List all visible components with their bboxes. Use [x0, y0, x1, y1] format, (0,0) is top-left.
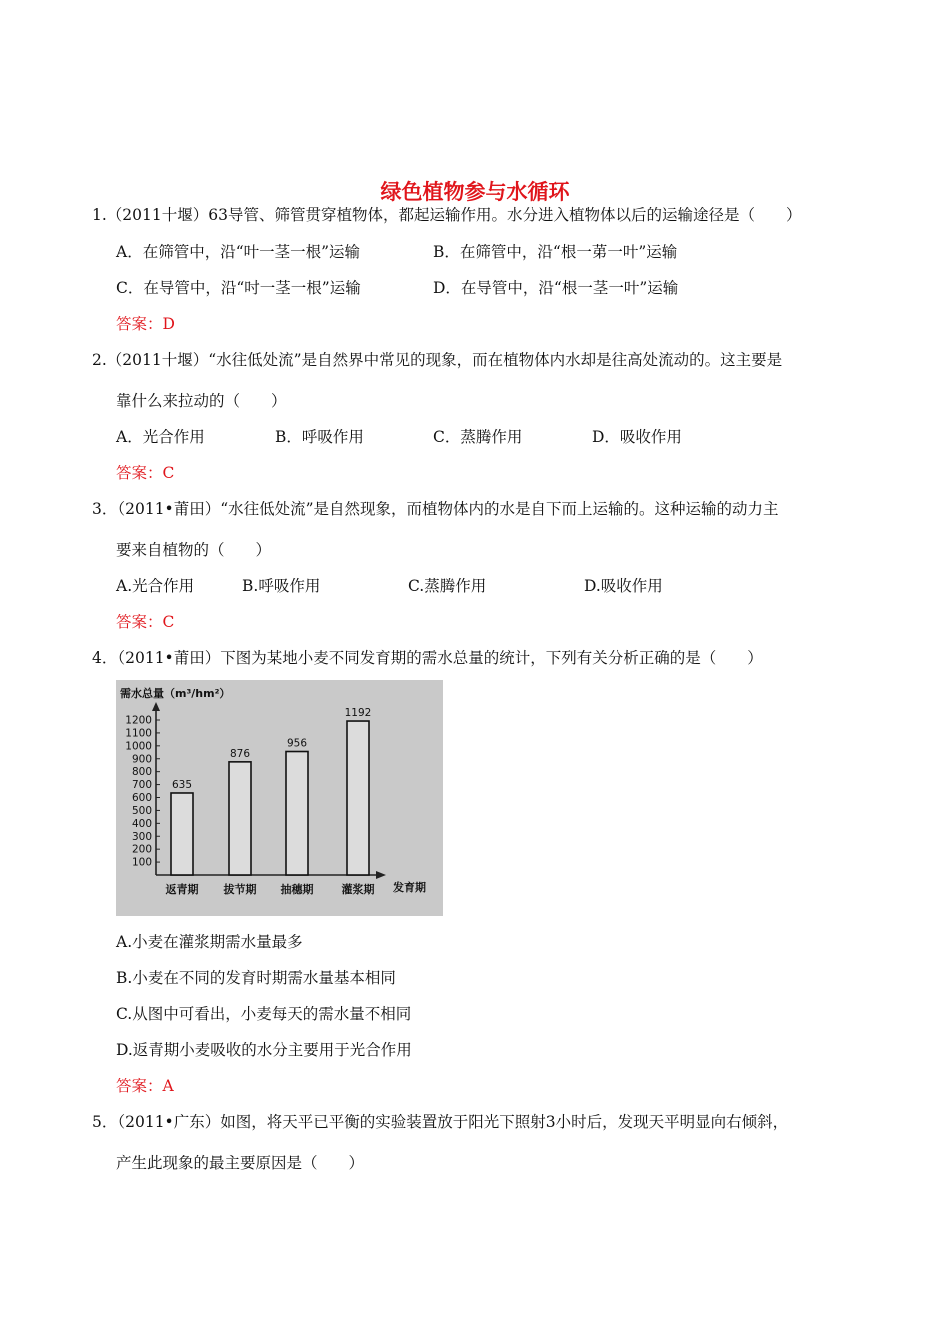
- y-tick-label: 1000: [125, 740, 152, 753]
- q4-option-b: B.小麦在不同的发育时期需水量基本相同: [116, 969, 396, 987]
- q2-option-a: A．光合作用: [116, 428, 205, 446]
- category-label: 灌浆期: [341, 883, 375, 896]
- y-tick-label: 1200: [125, 714, 152, 727]
- bar-value-label: 876: [229, 747, 251, 760]
- bar: [347, 721, 369, 875]
- category-label: 拔节期: [223, 883, 257, 896]
- q1-option-b: B．在筛管中，沿“根一苐一叶”运输: [433, 243, 678, 261]
- x-axis-label: 发育期: [393, 881, 426, 894]
- q2-answer: 答案：C: [116, 464, 175, 482]
- y-tick-label: 600: [131, 792, 152, 804]
- bar-value-label: 1192: [344, 707, 372, 720]
- q5-stem-line1: 5．（2011•广东）如图，将天平已平衡的实验装置放于阳光下照射3小时后，发现天平明显向右倾斜，: [92, 1113, 789, 1131]
- q4-answer: 答案：A: [116, 1077, 174, 1095]
- category-label: 抽穗期: [280, 883, 314, 896]
- q2-option-d: D．吸收作用: [592, 428, 682, 446]
- q2-stem-line2: 靠什么来拉动的（ ）: [116, 392, 287, 410]
- y-tick-label: 1100: [125, 727, 152, 740]
- q3-stem-line2: 要来自植物的（ ）: [116, 541, 272, 559]
- y-tick-label: 500: [131, 804, 152, 817]
- x-axis-arrow: [376, 871, 386, 879]
- y-axis-label: 需水总量（m³/hm²）: [120, 687, 231, 700]
- y-tick-label: 100: [131, 856, 152, 869]
- q3-stem-line1: 3．（2011•莆田）“水往低处流”是自然现象，而植物体内的水是自下而上运输的。这种运输的动力主: [92, 500, 779, 518]
- q1-answer: 答案：D: [116, 315, 175, 333]
- q3-option-d: D.吸收作用: [584, 577, 663, 595]
- y-axis-arrow: [152, 702, 160, 711]
- y-tick-label: 200: [131, 843, 152, 856]
- y-tick-label: 900: [131, 753, 152, 766]
- q4-stem: 4．（2011•莆田）下图为某地小麦不同发育期的需水总量的统计，下列有关分析正确的是（ ）: [92, 649, 763, 667]
- bar: [286, 752, 308, 875]
- q2-option-c: C．蒸腾作用: [433, 428, 523, 446]
- y-tick-label: 400: [131, 817, 152, 830]
- bar-value-label: 956: [286, 737, 308, 750]
- q3-answer: 答案：C: [116, 613, 175, 631]
- category-label: 返青期: [165, 883, 199, 896]
- water-demand-chart: [116, 680, 443, 916]
- bar: [171, 793, 193, 875]
- y-tick-label: 700: [131, 779, 152, 792]
- q1-option-c: C．在导管中，沿“吋一茎一根”运输: [116, 279, 361, 297]
- q4-option-d: D.返青期小麦吸收的水分主要用于光合作用: [116, 1041, 412, 1059]
- q1-stem: 1.（2011十堰）63导管、筛管贯穿植物体，都起运输作用。水分进入植物体以后的运输途径是（ ）: [92, 206, 802, 224]
- q5-stem-line2: 产生此现象的最主要原因是（ ）: [116, 1154, 365, 1172]
- q1-option-a: A．在筛管中，沿“叶一茎一根”运输: [116, 243, 361, 261]
- page-title: 绿色植物参与水循环: [380, 180, 570, 204]
- chart-axes: [120, 686, 426, 894]
- chart-marks: [125, 707, 374, 896]
- q3-option-c: C.蒸腾作用: [408, 577, 487, 595]
- q2-stem-line1: 2.（2011十堰）“水往低处流”是自然界中常见的现象，而在植物体内水却是往高处流动的。这主要是: [92, 351, 783, 369]
- q4-option-a: A.小麦在灌浆期需水量最多: [116, 933, 303, 951]
- bar: [229, 762, 251, 875]
- q4-option-c: C.从图中可看出，小麦每天的需水量不相同: [116, 1005, 412, 1023]
- q3-option-a: A.光合作用: [116, 577, 195, 595]
- bar-value-label: 635: [171, 778, 193, 791]
- chart-svg: [116, 680, 443, 916]
- y-tick-label: 800: [131, 766, 152, 779]
- q1-option-d: D．在导管中，沿“根一茎一叶”运输: [433, 279, 679, 297]
- q3-option-b: B.呼吸作用: [242, 577, 321, 595]
- y-tick-label: 300: [131, 830, 152, 843]
- q2-option-b: B．呼吸作用: [275, 428, 364, 446]
